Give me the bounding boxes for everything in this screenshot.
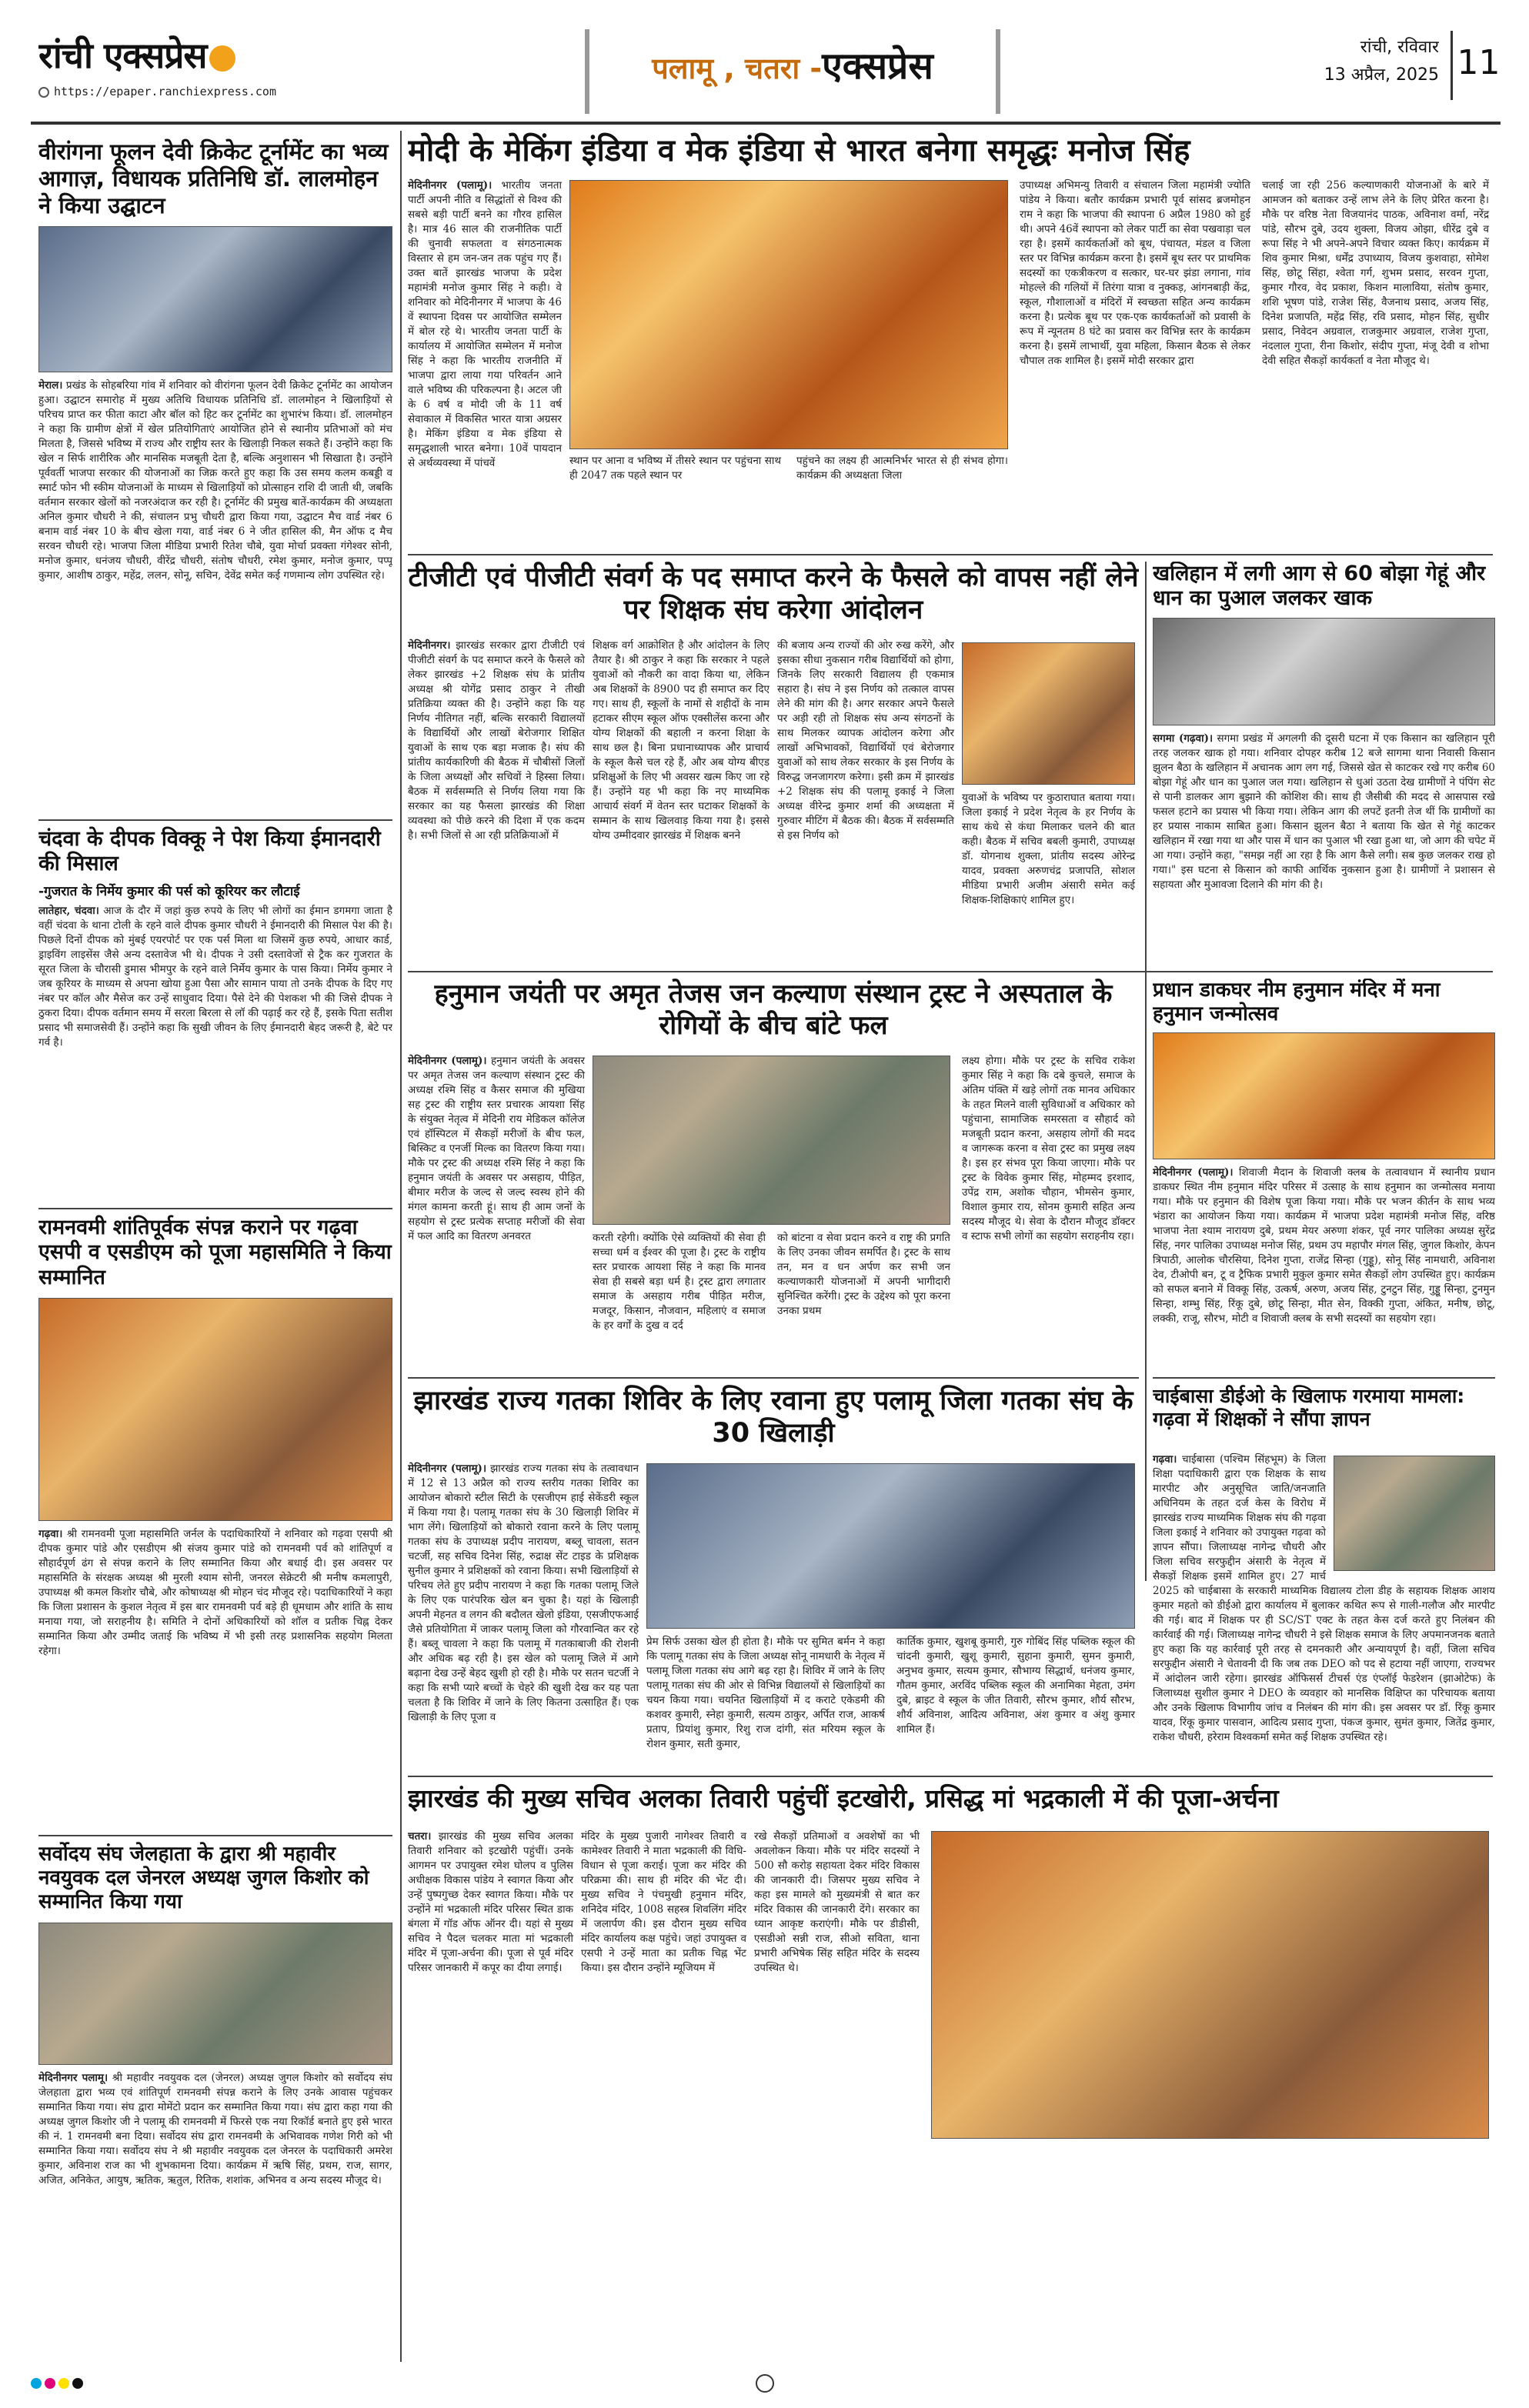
article-body: झारखंड सरकार द्वारा टीजीटी एवं पीजीटी संवर्ग के पद समाप्त करने के फैसले को लेकर झारखंड +2 शिक्षक संघ के प्रांतीय अध्यक्ष श्री योगेंद्र प्रसाद ठाकुर ने तीखी प्रतिक्रिया व्यक्त की है। उन्होंने कहा कि यह निर्णय नीतिगत नहीं, बल्कि सरकारी विद्यालयों के विद्यार्थियों और लाखों बेरोजगार शिक्षित युवाओं के साथ एक बड़ा मजाक है। संघ की प्रांतीय कार्यकारिणी की बैठक में चौबीसों जिलों के जिला अध्यक्षों और सचिवों ने हिस्सा लिया। बैठक में सर्वसम्मति से निर्णय लिया गया कि सरकार का यह फैसला झारखंड की शिक्षा व्यवस्था को पीछे करने की दिशा में एक कदम है। सभी जिलों से आ रही प्रतिक्रियाओं में — [408, 639, 585, 842]
date-block — [1262, 34, 1439, 103]
story-post-office: प्रधान डाकघर नीम हनुमान मंदिर में मना हनुमान जन्मोत्सव मेदिनीनगर (पलामू)। शिवाजी मैदान के शिवाजी क्लब के तत्वावधान में स्थानीय प्रधान डाकघर स्थित नीम हनुमान मंदिर परिसर में उत्साह के साथ हनुमान का जन्मोत्सव मनाया गया। मौके पर हनुमान की विशेष पूजा किया गया। मौके पर भजन कीर्तन के साथ भव्य भंडारा का आयोजन किया गया। कार्यक्रम में भाजपा प्रदेश महामंत्री मनोज सिंह, वरिष्ठ भाजपा नेता श्याम नारायण दुबे, प्रथम मेयर अरुणा शंकर, पूर्व नगर पालिका अध्यक्ष सुरेंद्र सिंह, नगर पालिका उपाध्यक्ष मनोज सिंह, प्रथम उप महापौर मंगल सिंह, जुगल किशोर, केपन त्रिपाठी, आलोक चौरसिया, दिनेश गुप्ता, राजेंद्र सिन्हा (गुड्डू), सोनू सिंह नामधारी, अविनाश देव, टीओपी बन, टू व ट्रैफिक प्रभारी मुकुल कुमार समेत सैकड़ों लोग उपस्थित हुए। कार्यक्रम को सफल बनाने में विक्कू सिंह, उत्कर्ष, अरुण, अजय सिंह, टुनटुन सिंह, गुड्डू सिन्हा, टुनमुन सिन्हा, शम्भु सिंह, रिंकू दुबे, छोटू सिन्हा, मीत सेन, विक्की गुप्ता, अंकित, मनीष, छोटू, लक्की, राजू, सौरभ, मोटी व शिवाजी क्लब के सभी सदस्यों का सहयोग रहा। — [1153, 979, 1495, 1326]
kicker: -गुजरात के निर्मेय कुमार की पर्स को कूरियर कर लौटाई — [38, 883, 300, 899]
article-body: स्थान पर आना व भविष्य में तीसरे स्थान पर पहुंचना साथ ही 2047 तक पहले स्थान पर — [569, 455, 781, 482]
article-body: मंदिर के मुख्य पुजारी नागेश्वर तिवारी व कामेश्वर तिवारी ने माता भद्रकाली की विधि-विधान से पूजा कराई। पूजा कर मंदिर की परिक्रमा की। साथ ही मंदिर की भेंट दी। मुख्य सचिव ने पंचमुखी हनुमान मंदिर, शनिदेव मंदिर, 1008 सहस्त्र शिवलिंग मंदिर में जलार्पण की। इस दौरान मुख्य सचिव मंदिर कार्यालय कक्ष पहुंचे। जहां उपायुक्त व एसपी ने उन्हें माता का प्रतीक चिह्न भेंट किया। इस दौरान उन्होंने म्यूजियम में — [581, 1830, 746, 1974]
column-rule — [1145, 562, 1147, 1581]
masthead-left — [38, 31, 362, 108]
story-ramnavami: रामनवमी शांतिपूर्वक संपन्न कराने पर गढ़वा एसपी व एसडीएम को पूजा महासमिति ने किया सम्मानित गढ़वा। श्री रामनवमी पूजा महासमिति जर्नल के पदाधिकारियों ने शनिवार को गढ़वा एसपी श्री दीपक कुमार पांडे और एसडीएम श्री संजय कुमार पांडे को रामनवमी पर्व को शांतिपूर्ण व सौहार्दपूर्ण ढंग से संपन्न कराने के लिए सम्मानित किया और बधाई दी। इस अवसर पर महासमिति के संरक्षक अध्यक्ष श्री मुरली श्याम सोनी, जनरल सेक्रेटरी श्री मनीष कमलापुरी, उपाध्यक्ष श्री कमल किशोर चौबे, और कोषाध्यक्ष श्री मोहन चंद मौजूद रहे। पदाधिकारियों ने कहा कि जिला प्रशासन के कुशल नेतृत्व में इस बार रामनवमी पर्व बड़े ही धूमधाम और शांति के साथ मनाया गया, जो सराहनीय है। समिति ने दोनों अधिकारियों को शॉल व प्रतीक चिह्न देकर सम्मानित किया और उम्मीद जताई कि भविष्य में भी इसी तरह प्रशासनिक सहयोग मिलता रहेगा। — [38, 1216, 392, 1658]
article-body: चलाई जा रही 256 कल्याणकारी योजनाओं के बारे में आमजन को बताकर उन्हें लाभ लेने के लिए प्रेरित करना है। मौके पर वरिष्ठ नेता विजयानंद पाठक, अविनाश वर्मा, नरेंद्र पांडे, सौरभ दुबे, उदय शुक्ला, विजय ओझा, धीरेंद्र दुबे व रूपा सिंह ने भी अपने-अपने विचार व्यक्त किए। कार्यक्रम में शिव कुमार मिश्रा, धर्मेंद्र उपाध्याय, विजय कुशवाहा, सोमेश सिंह, छोटू सिंहा, श्वेता गर्ग, शुभम प्रसाद, सरवन गुप्ता, कुमार गौरव, वेद प्रकाश, किशन मालाविया, संतोष कुमार, शशि भूषण पांडे, राजेश सिंह, वैजनाथ प्रसाद, अजय सिंह, दिनेश प्रजापति, महेंद्र सिंह, रवि प्रसाद, मोहन सिंह, सुधीर प्रसाद, निवेदन अग्रवाल, राजकुमार अग्रवाल, राजेश गुप्ता, नंदलाल गुप्ता, रीना किशोर, संदीप गुप्ता, मंजू देवी व शोभा देवी सहित सैकड़ों कार्यकर्ता व नेता मौजूद थे। — [1262, 179, 1489, 367]
article-body: युवाओं के भविष्य पर कुठाराघात बताया गया। जिला इकाई ने प्रदेश नेतृत्व के हर निर्णय के साथ कंधे से कंधा मिलाकर चलने की बात कही। बैठक में सचिव बबली कुमारी, उपाध्यक्ष डॉ. योगनाथ शुक्ला, प्रांतीय सदस्य ओरेन्द्र यादव, प्रवक्ता अरुणचंद्र प्रजापति, सोशल मीडिया प्रभारी अजीम अंसारी समेत कई शिक्षक-शिक्षिकाएं शामिल हुए। — [962, 792, 1135, 906]
headline: झारखंड की मुख्य सचिव अलका तिवारी पहुंचीं इटखोरी, प्रसिद्ध मां भद्रकाली में की पूजा-अर्चना — [408, 1783, 1279, 1813]
story-modi: मोदी के मेकिंग इंडिया व मेक इंडिया से भारत बनेगा समृद्धः मनोज सिंह मेदिनीनगर (पलामू)। भारतीय जनता पार्टी अपनी नीति व सिद्धांतों से विश्व की सबसे बड़ी पार्टी बनने का गौरव हासिल है। मात्र 46 साल की राजनीतिक पार्टी की चुनावी सफलता व संगठनात्मक विस्तार से हम जन-जन तक पहुंच गए हैं। उक्त बातें झारखंड भाजपा के प्रदेश महामंत्री मनोज कुमार सिंह ने कही। वे शनिवार को मेदिनीनगर में भाजपा के 46 वें स्थापना दिवस पर आयोजित सम्मेलन में बोल रहे थे। भारतीय जनता पार्टी के कार्यालय में आयोजित सम्मेलन में मनोज सिंह ने कहा कि भारतीय राजनीति में भाजपा द्वारा लाया गया परिवर्तन आने वाले भविष्य की परिकल्पना है। अटल जी के 6 वर्ष व मोदी जी के 11 वर्ष सेवाकाल में विकसित भारत यात्रा अग्रसर है। मेकिंग इंडिया व मेक इंडिया से समृद्धशाली भारत बनेगा। 10वें पायदान से अर्थव्यवस्था में पांचवें स्थान पर आना व भविष्य में तीसरे स्थान पर पहुंचना साथ ही 2047 तक पहले स्थान पर पहुंचने का लक्ष्य ही आत्मनिर्भर भारत से ही संभव होगा। कार्यक्रम की अध्यक्षता जिला उपाध्यक्ष अभिमन्यु तिवारी व संचालन जिला महामंत्री ज्योति पांडेय ने किया। बतौर कार्यक्रम प्रभारी पूर्व सांसद ब्रजमोहन राम ने कहा कि भाजपा की स्थापना 6 अप्रैल 1980 को हुई थी। अपने 46वें स्थापना को लेकर पार्टी का सेवा पखवाड़ा चल रहा है। इसमें कार्यकर्ताओं को बूथ, पंचायत, मंडल व जिला स्तर पर विभिन्न कार्यक्रम करना है। इसमें बूथ स्तर पर प्राथमिक सदस्यों का एकत्रीकरण व सत्कार, घर-घर झंडा लगाना, गांव मोहल्ले की गलियों में तिरंगा यात्रा व नुक्कड़, आंगनबाड़ी केंद्र, स्कूल, गौशालाओं व मंदिरों में स्वच्छता सहित अन्य कार्यक्रम करना है। प्रत्येक बूथ पर एक-एक कार्यकर्ताओं को प्रवासी के रूप में न्यूनतम 8 घंटे का प्रवास कर विभिन्न स्तर के कार्यक्रम करना है। इसमें लाभार्थी, युवा महिला, किसान बैठक से लेकर चौपाल तक शामिल है। इसमें मोदी सरकार द्वारा चलाई जा रही 256 कल्याणकारी योजनाओं के बारे में आमजन को बताकर उन्हें लाभ लेने के लिए प्रेरित करना है। मौके पर वरिष्ठ नेता विजयानंद पाठक, अविनाश वर्मा, नरेंद्र पांडे, सौरभ दुबे, उदय शुक्ला, विजय ओझा, धीरेंद्र दुबे व रूपा सिंह ने भी अपने-अपने विचार व्यक्त किए। कार्यक्रम में शिव कुमार मिश्रा, धर्मेंद्र उपाध्याय, विजय कुशवाहा, सोमेश सिंह, छोटू सिंहा, श्वेता गर्ग, शुभम प्रसाद, सरवन गुप्ता, कुमार गौरव, वेद प्रकाश, किशन मालाविया, संतोष कुमार, शशि भूषण पांडे, राजेश सिंह, वैजनाथ प्रसाद, अजय सिंह, दिनेश प्रजापति, महेंद्र सिंह, रवि प्रसाद, मोहन सिंह, सुधीर प्रसाद, निवेदन अग्रवाल, राजकुमार अग्रवाल, राजेश गुप्ता, नंदलाल गुप्ता, रीना किशोर, संदीप गुप्ता, मंजू देवी व शोभा देवी सहित सैकड़ों कार्यकर्ता व नेता मौजूद थे। — [408, 132, 1493, 555]
article-body: आज के दौर में जहां कुछ रुपये के लिए भी लोगों का ईमान डगमगा जाता है वहीं चंदवा के थाना टोली के रहने वाले दीपक कुमार चौधरी ने ईमानदारी की मिसाल पेश की है। पिछले दिनों दीपक को मुंबई एयरपोर्ट पर एक पर्स मिला था जिसमें कुछ रुपये, आधार कार्ड, ड्राइविंग लाइसेंस जैसे अन्य दस्तावेज भी थे। दीपक ने उसी दस्तावेजों से ट्रैक कर गुजरात के सूरत जिला के चौरासी डुमास भीमपुर के रहने वाले निर्मेय कुमार के पास किया। निर्मेय कुमार ने जब कूरियर के माध्यम से अपना खोया हुआ पैसा और सामान पाया तो उनके दीपक के दिए गए नंबर पर कॉल और मैसेज कर उन्हें साधुवाद दिया। पैसे देने की पेशकश भी की जिसे दीपक ने ठुकरा दिया। दीपक वर्तमान समय में सरला बिरला से लॉ की पढ़ाई कर रहे हैं, इसके पिता सतीश प्रसाद भी समाजसेवी हैं। उन्होंने कहा कि सुखी जीवन के लिए ईमानदारी बेहद जरूरी है, बेटे पर गर्व है। — [38, 904, 392, 1049]
article-body: पहुंचने का लक्ष्य ही आत्मनिर्भर भारत से ही संभव होगा। कार्यक्रम की अध्यक्षता जिला — [796, 455, 1008, 482]
story-cricket: वीरांगना फूलन देवी क्रिकेट टूर्नामेंट का भव्य आगाज़, विधायक प्रतिनिधि डॉ. लालमोहन ने किया उद्घाटन मेराल। प्रखंड के सोहबरिया गांव में शनिवार को वीरांगना फूलन देवी क्रिकेट टूर्नामेंट का आयोजन हुआ। उद्घाटन समारोह में मुख्य अतिथि विधायक प्रतिनिधि डॉ. लालमोहन ने खिलाड़ियों से परिचय प्राप्त कर फीता काटा और बॉल को हिट कर टूर्नामेंट का शुभारंभ किया। डॉ. लालमोहन ने कहा कि ग्रामीण क्षेत्रों में खेल प्रतियोगिताएं आयोजित होने से स्थानीय प्रतिभाओं को मंच मिलता है, जिससे भविष्य में राज्य और राष्ट्रीय स्तर के खिलाड़ी निकल सकते हैं। उन्होंने कहा कि खेल न सिर्फ शारीरिक और मानसिक मजबूती देता है, बल्कि अनुशासन भी सिखाता है। उन्होंने पूर्ववर्ती भाजपा सरकार की योजनाओं का जिक्र करते हुए कहा कि उस समय कलम कबड्डी व स्मार्ट फोन भी स्कीम योजनाओं के माध्यम से खिलाड़ियों को प्रोत्साहन राशि दी जाती थी, जबकि वर्तमान सरकार खेलों को नजरअंदाज कर रही है। टूर्नामेंट की प्रमुख बातें-कार्यक्रम की अध्यक्षता अनिल कुमार चौधरी ने की, संचालन प्रभु चौधरी द्वारा किया गया, उद्घाटन मैच वार्ड नंबर 6 बनाम वार्ड नंबर 10 के बीच खेला गया, वार्ड नंबर 6 ने जीत हासिल की, मैन ऑफ द मैच सरवन चौधरी रहे। भाजपा जिला मीडिया प्रभारी रितेश चौबे, युवा मोर्चा प्रवक्ता गंगेश्वर सोनी, मनोज कुमार, धनंजय चौधरी, वीरेंद्र चौधरी, संतोष चौधरी, रमेश कुमार, मनोज कुमार, पप्पू कुमार, आशीष ठाकुर, महेंद्र, ललन, सोनू, सचिन, देवेंद्र समेत कई गणमान्य लोग उपस्थित रहे। — [38, 138, 392, 582]
photo-fire — [1153, 618, 1495, 725]
divider — [38, 1208, 392, 1209]
story-chaibasa: चाईबासा डीईओ के खिलाफ गरमाया मामला: गढ़वा में शिक्षकों ने सौंपा ज्ञापन गढ़वा। चाईबासा (पश्चिम सिंहभूम) के जिला शिक्षा पदाधिकारी द्वारा एक शिक्षक के साथ मारपीट और अनुसूचित जाति/जनजाति अधिनियम के तहत दर्ज केस के विरोध में झारखंड राज्य माध्यमिक शिक्षक संघ की गढ़वा जिला इकाई ने शनिवार को उपायुक्त गढ़वा को ज्ञापन सौंपा। जिलाध्यक्ष नागेन्द्र चौधरी और जिला सचिव सरफुद्दीन अंसारी के नेतृत्व में सैकड़ों शिक्षक इसमें शामिल हुए। 27 मार्च 2025 को चाईबासा के सरकारी माध्यमिक विद्यालय टोला डीह के सहायक शिक्षक आशय कुमार महतो को डीईओ द्वारा कार्यालय में बुलाकर कथित रूप से गाली-गलौज और मारपीट की गई। बाद में शिक्षक पर ही SC/ST एक्ट के तहत केस दर्ज करते हुए निलंबन की कार्रवाई की गई। जिलाध्यक्ष नागेन्द्र चौधरी ने इसे शिक्षक समाज के लिए अपमानजनक बताते हुए कहा कि यह कार्रवाई पूरी तरह से दमनकारी और अन्यायपूर्ण है। वहीं, जिला सचिव सरफुद्दीन अंसारी ने चेतावनी दी कि जब तक DEO को पद से हटाया नहीं जाएगा, राज्यभर में आंदोलन जारी रहेगा। झारखंड ऑफिसर्स टीचर्स एंड एंप्लॉई फेडरेशन (झाओटेफ) के जिलाध्यक्ष सुशील कुमार ने DEO के व्यवहार को मानसिक विक्षिप्त का परिचायक बताया और उनके खिलाफ विभागीय जांच व निलंबन की मांग की। इस अवसर पर डॉ. रिंकू कुमार यादव, रिंकू कुमार पासवान, आदित्य प्रसाद गुप्ता, पंकज कुमार, सुमंत कुमार, जितेंद्र कुमार, राकेश चौधरी, हरेराम विश्वकर्मा समेत कई शिक्षक उपस्थित रहे। — [1153, 1385, 1495, 1743]
article-body: प्रेम सिर्फ उसका खेल ही होता है। मौके पर सुमित बर्मन ने कहा कि पलामू गतका संघ के जिला अध्यक्ष सोनू नामधारी के नेतृत्व में पलामू जिला गतका संघ आगे बढ़ रहा है। शिविर में जाने के लिए पलामू गतका संघ की ओर से विभिन्न विद्यालयों से खिलाड़ियों का चयन किया गया। चयनित खिलाड़ियों में द कराटे एकेडमी की कशवर कुमारी, स्नेहा कुमारी, सत्यम ठाकुर, अर्पित राज, आकर्ष प्रताप, प्रियांशु कुमार, रिशु राज दांगी, संत मरियम स्कूल के रोशन कुमार, सती कुमार, — [646, 1636, 885, 1750]
column-rule — [400, 131, 402, 2362]
article-body: लक्ष्य होगा। मौके पर ट्रस्ट के सचिव राकेश कुमार सिंह ने कहा कि दबे कुचले, समाज के अंतिम पंक्ति में खड़े लोगों तक मानव अधिकार के तहत मिलने वाली सुविधाओं व अधिकार को पहुंचाना, सामाजिक समरसता व सौहार्द को मजबूती प्रदान करना, असहाय लोगों की मदद व जागरूक करना व सेवा ट्रस्ट का प्रमुख लक्ष्य है। इस हर संभव पूरा किया जाएगा। मौके पर ट्रस्ट के विवेक कुमार सिंह, मोहम्मद इरशाद, उपेंद्र राम, अशोक चौहान, भीमसेन कुमार, विशाल कुमार राय, सोनम कुमारी सहित अन्य सदस्य मौजूद थे। सेवा के दौरान मौजूद डॉक्टर व स्टाफ सभी लोगों का सहयोग सराहनीय रहा। — [962, 1055, 1135, 1242]
divider — [1153, 1377, 1495, 1379]
photo-temple-celebration — [1153, 1032, 1495, 1159]
print-registration-marks — [31, 2374, 1501, 2397]
divider — [38, 1835, 392, 1836]
article-body: झारखंड की मुख्य सचिव अलका तिवारी शनिवार को इटखोरी पहुंचीं। उनके आगमन पर उपायुक्त रमेश घोलप व पुलिस अधीक्षक विकास पांडेय ने स्वागत किया और उन्हें पुष्पगुच्छ देकर स्वागत किया। मौके पर उन्होंने मां भद्रकाली मंदिर परिसर स्थित डाक बंगला में गॉड ऑफ ऑनर दी। यहां से मुख्य सचिव ने पैदल चलकर माता मां भद्रकाली मंदिर में पूजा-अर्चना की। पूजा से पूर्व मंदिर परिसर जानकारी में कपूर का दीया लगाई। — [408, 1830, 573, 1974]
headline: प्रधान डाकघर नीम हनुमान मंदिर में मना हनुमान जन्मोत्सव — [1153, 979, 1441, 1026]
divider — [408, 971, 1493, 972]
left-column — [38, 131, 392, 2362]
headline: चंदवा के दीपक विक्कू ने पेश किया ईमानदारी की मिसाल — [38, 827, 381, 876]
photo-hospital-fruit — [593, 1056, 950, 1225]
registration-mark-icon — [756, 2374, 774, 2393]
headline: रामनवमी शांतिपूर्वक संपन्न कराने पर गढ़वा एसपी व एसडीएम को पूजा महासमिति ने किया सम्मानित — [38, 1216, 392, 1289]
headline: झारखंड राज्य गतका शिविर के लिए रवाना हुए पलामू जिला गतका संघ के 30 खिलाड़ी — [413, 1386, 1133, 1449]
sun-icon — [209, 45, 235, 72]
story-alka: झारखंड की मुख्य सचिव अलका तिवारी पहुंचीं इटखोरी, प्रसिद्ध मां भद्रकाली में की पूजा-अर्चना चतरा। झारखंड की मुख्य सचिव अलका तिवारी शनिवार को इटखोरी पहुंचीं। उनके आगमन पर उपायुक्त रमेश घोलप व पुलिस अधीक्षक विकास पांडेय ने स्वागत किया और उन्हें पुष्पगुच्छ देकर स्वागत किया। मौके पर उन्होंने मां भद्रकाली मंदिर परिसर स्थित डाक बंगला में गॉड ऑफ ऑनर दी। यहां से मुख्य सचिव ने पैदल चलकर माता मां भद्रकाली मंदिर में पूजा-अर्चना की। पूजा से पूर्व मंदिर परिसर जानकारी में कपूर का दीया लगाई। मंदिर के मुख्य पुजारी नागेश्वर तिवारी व कामेश्वर तिवारी ने माता भद्रकाली की विधि-विधान से पूजा कराई। पूजा कर मंदिर की परिक्रमा की। साथ ही मंदिर की भेंट दी। मुख्य सचिव ने पंचमुखी हनुमान मंदिर, शनिदेव मंदिर, 1008 सहस्त्र शिवलिंग मंदिर में जलार्पण की। इस दौरान मुख्य सचिव मंदिर कार्यालय कक्ष पहुंचे। जहां उपायुक्त व एसपी ने उन्हें माता का प्रतीक चिह्न भेंट किया। इस दौरान उन्होंने म्यूजियम में रखे सैकड़ों प्रतिमाओं व अवशेषों का भी अवलोकन किया। मौके पर मंदिर सदस्यों ने 500 सौ करोड़ सहायता देकर मंदिर विकास की जानकारी दी। जिसपर मुख्य सचिव ने कहा इस मामले को मुख्यमंत्री से बात कर मंदिर विकास की जानकारी देंगे। सरकार का ध्यान आकृष्ट कराएंगी। मौके पर डीडीसी, एसडीओ सन्नी राज, सीओ सविता, थाना प्रभारी अभिषेक सिंह सहित मंदिर के सदस्य उपस्थित थे। — [408, 1783, 1493, 2360]
photo-gatka-team — [646, 1463, 1135, 1629]
headline: वीरांगना फूलन देवी क्रिकेट टूर्नामेंट का भव्य आगाज़, विधायक प्रतिनिधि डॉ. लालमोहन ने किया उद्घाटन — [38, 138, 389, 218]
masthead-rule — [31, 122, 1501, 125]
section-name: पलामू , चतरा - — [652, 52, 823, 85]
article-body: प्रखंड के सोहबरिया गांव में शनिवार को वीरांगना फूलन देवी क्रिकेट टूर्नामेंट का आयोजन हुआ। उद्घाटन समारोह में मुख्य अतिथि विधायक प्रतिनिधि डॉ. लालमोहन ने खिलाड़ियों से परिचय प्राप्त कर फीता काटा और बॉल को हिट कर टूर्नामेंट का शुभारंभ किया। डॉ. लालमोहन ने कहा कि ग्रामीण क्षेत्रों में खेल प्रतियोगिताएं आयोजित होने से स्थानीय प्रतिभाओं को मंच मिलता है, जिससे भविष्य में राज्य और राष्ट्रीय स्तर के खिलाड़ी निकल सकते हैं। उन्होंने कहा कि खेल न सिर्फ शारीरिक और मानसिक मजबूती देता है, बल्कि अनुशासन भी सिखाता है। उन्होंने पूर्ववर्ती भाजपा सरकार की योजनाओं का जिक्र करते हुए कहा कि उस समय कलम कबड्डी व स्मार्ट फोन भी स्कीम योजनाओं के माध्यम से खिलाड़ियों को प्रोत्साहन राशि दी जाती थी, जबकि वर्तमान सरकार खेलों को नजरअंदाज कर रही है। टूर्नामेंट की प्रमुख बातें-कार्यक्रम की अध्यक्षता अनिल कुमार चौधरी ने की, संचालन प्रभु चौधरी द्वारा किया गया, उद्घाटन मैच वार्ड नंबर 6 बनाम वार्ड नंबर 10 के बीच खेला गया, वार्ड नंबर 6 ने जीत हासिल की, मैन ऑफ द मैच सरवन चौधरी रहे। भाजपा जिला मीडिया प्रभारी रितेश चौबे, युवा मोर्चा प्रवक्ता गंगेश्वर सोनी, मनोज कुमार, धनंजय चौधरी, वीरेंद्र चौधरी, संतोष चौधरी, रमेश कुमार, मनोज कुमार, पप्पू कुमार, आशीष ठाकुर, महेंद्र, ललन, सोनू, सचिन, देवेंद्र समेत कई गणमान्य लोग उपस्थित रहे। — [38, 379, 392, 582]
city-day: रांची, रविवार — [1360, 38, 1439, 57]
headline: खलिहान में लगी आग से 60 बोझा गेहूं और धान का पुआल जलकर खाक — [1153, 562, 1486, 611]
photo-cricket — [38, 226, 392, 372]
headline: चाईबासा डीईओ के खिलाफ गरमाया मामला: गढ़वा में शिक्षकों ने सौंपा ज्ञापन — [1153, 1385, 1465, 1430]
divider — [408, 554, 1493, 555]
article-body: झारखंड राज्य गतका संघ के तत्वावधान में 12 से 13 अप्रैल को राज्य स्तरीय गतका शिविर का आयोजन बोकारो स्टील सिटी के एसजीएम हाई सेकेंडरी स्कूल में किया गया है। पलामू गतका संघ के 30 खिलाड़ी शिविर में भाग लेंगे। खिलाड़ियों को बोकारो रवाना करने के लिए पलामू गतका संघ के उपाध्यक्ष प्रदीप नारायण, बब्लू चावला, सतन चटर्जी, सह सचिव दिनेश सिंह, रुद्राक्ष सेंट टाइड के प्रशिक्षक सुनील कुमार ने प्रशिक्षकों को रवाना किया। सभी खिलाड़ियों से परिचय लेते हुए प्रदीप नारायण ने कहा कि गतका पलामू जिले के लिए एक पारंपरिक खेल बन चुका है। यहां के खिलाड़ी अपनी मेहनत व लगन की बदौलत खेलो इंडिया, एसजीएफआई जैसे प्रतियोगिता में जाकर पलामू जिला को गौरवान्वित कर रहे हैं। बब्लू चावला ने कहा कि पलामू में गतकाबाजी की रोशनी और अधिक बढ़ रही है। इस खेल को पलामू जिले में आगे बढ़ाना देख उन्हें बेहद खुशी हो रही है। मौके पर सतन चटर्जी ने कहा कि सभी प्यारे बच्चों के चेहरे की खुशी देख कर यह पता चलता है कि शिविर में जाने के लिए कितना उत्साहित हैं। एक खिलाड़ी के लिए पूजा व — [408, 1462, 639, 1723]
article-body: सगमा प्रखंड में अगलगी की दूसरी घटना में एक किसान का खलिहान पूरी तरह जलकर खाक हो गया। शनिवार दोपहर करीब 12 बजे सागमा थाना निवासी किसान झुलन बैठा के खलिहान में अचानक आग लग गई, जिससे खेत से काटकर रखे गए करीब 60 बोझा गेहूं और धान का पुआल जल गया। खलिहान से धुआं उठता देख ग्रामीणों ने पंपिंग सेट से पानी डालकर आग बुझाने की कोशिश की। साथ ही जैसीबी की मदद से आसपास रखे फसल हटाने का प्रयास भी किया गया। लेकिन आग की लपटें इतनी तेज थीं कि ग्रामीणों का हर प्रयास नाकाम साबित हुआ। किसान झुलन बैठा ने बताया कि खेत से गेहूं काटकर खलिहान में रखा गया था और पास में धान का पुआल भी रखा हुआ था, जो आग की चपेट में आ गया। उन्होंने कहा, "समझ नहीं आ रहा है कि आग कैसे लगी। सब कुछ जलकर राख हो गया।" इस घटना से किसान को काफी आर्थिक नुकसान हुआ है। ग्रामीणों ने प्रशासन से सहायता और मुआवजा दिलाने की मांग की है। — [1153, 732, 1495, 891]
headline: मोदी के मेकिंग इंडिया व मेक इंडिया से भारत बनेगा समृद्धः मनोज सिंह — [408, 133, 1190, 168]
article-body: की बजाय अन्य राज्यों की ओर रुख करेंगे, और इसका सीधा नुकसान गरीब विद्यार्थियों को होगा, जिनके लिए सरकारी विद्यालय ही एकमात्र सहारा है। संघ ने इस निर्णय को तत्काल वापस लेने की मांग की है। अगर सरकार अपने फैसले पर अड़ी रही तो शिक्षक संघ अन्य संगठनों के साथ मिलकर व्यापक आंदोलन करेगा और लाखों अभिभावकों, विद्यार्थियों एवं बेरोजगार युवाओं को साथ लेकर सरकार के इस निर्णय के विरुद्ध जनजागरण करेगा। इसी क्रम में झारखंड +2 शिक्षक संघ की पलामू इकाई ने जिला अध्यक्ष वीरेन्द्र कुमार शर्मा की अध्यक्षता में गुरुवार मीटिंग में बैठक की। बैठक में सर्वसम्मति से इस निर्णय को — [777, 639, 954, 842]
globe-icon — [38, 87, 49, 98]
article-body: को बांटना व सेवा प्रदान करने व राष्ट्र की प्रगति के लिए उनका जीवन समर्पित है। ट्रस्ट के साथ तन, मन व धन अर्पण कर सभी जन कल्याणकारी योजनाओं में अपनी भागीदारी सुनिश्चित करेंगी। ट्रस्ट के उद्देश्य को पूरा करना उनका प्रथम — [777, 1232, 950, 1317]
article-body: हनुमान जयंती के अवसर पर अमृत तेजस जन कल्याण संस्थान ट्रस्ट की अध्यक्ष रश्मि सिंह व कैसर समाज की मुखिया सह ट्रस्ट की राष्ट्रीय स्तर प्रचारक आयशा सिंह के संयुक्त नेतृत्व में मेदिनी राय मेडिकल कॉलेज एवं हॉस्पिटल में सैकड़ों मरीजों के बीच फल, बिस्किट व एनर्जी मिल्क का वितरण किया गया। मौके पर ट्रस्ट की अध्यक्ष रश्मि सिंह ने कहा कि हनुमान जयंती के अवसर पर असहाय, पीड़ित, बीमार मरीज के जल्द से जल्द स्वस्थ होने की मंगल कामना करती हूं। साथ ही आम जनों के सहयोग से ट्रस्ट प्रत्येक सप्ताह मरीजों की सेवा में फल आदि का वितरण अनवरत — [408, 1055, 586, 1242]
story-hanuman-fruit: हनुमान जयंती पर अमृत तेजस जन कल्याण संस्थान ट्रस्ट ने अस्पताल के रोगियों के बीच बांटे फल मेदिनीनगर (पलामू)। हनुमान जयंती के अवसर पर अमृत तेजस जन कल्याण संस्थान ट्रस्ट की अध्यक्ष रश्मि सिंह व कैसर समाज की मुखिया सह ट्रस्ट की राष्ट्रीय स्तर प्रचारक आयशा सिंह के संयुक्त नेतृत्व में मेदिनी राय मेडिकल कॉलेज एवं हॉस्पिटल में सैकड़ों मरीजों के बीच फल, बिस्किट व एनर्जी मिल्क का वितरण किया गया। मौके पर ट्रस्ट की अध्यक्ष रश्मि सिंह ने कहा कि हनुमान जयंती के अवसर पर असहाय, पीड़ित, बीमार मरीज के जल्द से जल्द स्वस्थ होने की मंगल कामना करती हूं। साथ ही आम जनों के सहयोग से ट्रस्ट प्रत्येक सप्ताह मरीजों की सेवा में फल आदि का वितरण अनवरत करती रहेगी। क्योंकि ऐसे व्यक्तियों की सेवा ही सच्चा धर्म व ईश्वर की पूजा है। ट्रस्ट के राष्ट्रीय स्तर प्रचारक आयशा सिंह ने कहा कि मानव सेवा ही सबसे बड़ा धर्म है। ट्रस्ट द्वारा लगातार समाज के असहाय गरीब पीड़ित मरीज, मजदूर, किसान, नौजवान, महिलाएं व समाज के हर वर्गों के दुख व दर्द को बांटना व सेवा प्रदान करने व राष्ट्र की प्रगति के लिए उनका जीवन समर्पित है। ट्रस्ट के साथ तन, मन व धन अर्पण कर सभी जन कल्याणकारी योजनाओं में अपनी भागीदारी सुनिश्चित करेंगी। ट्रस्ट के उद्देश्य को पूरा करना उनका प्रथम लक्ष्य होगा। मौके पर ट्रस्ट के सचिव राकेश कुमार सिंह ने कहा कि दबे कुचले, समाज के अंतिम पंक्ति में खड़े लोगों तक मानव अधिकार के तहत मिलने वाली सुविधाओं व अधिकार को पहुंचाना, सामाजिक समरसता व सौहार्द को मजबूती प्रदान करना, असहाय लोगों की मदद व जागरूक करना व सेवा ट्रस्ट का प्रमुख लक्ष्य है। इस हर संभव पूरा किया जाएगा। मौके पर ट्रस्ट के विवेक कुमार सिंह, मोहम्मद इरशाद, उपेंद्र राम, अशोक चौहान, भीमसेन कुमार, विशाल कुमार राय, सोनम कुमारी सहित अन्य सदस्य मौजूद थे। सेवा के दौरान मौजूद डॉक्टर व स्टाफ सभी लोगों का सहयोग सराहनीय रहा। — [408, 979, 1139, 1371]
photo-ramnavami — [38, 1298, 392, 1521]
story-courier: चंदवा के दीपक विक्कू ने पेश किया ईमानदारी की मिसाल -गुजरात के निर्मेय कुमार की पर्स को कूरियर कर लौटाई लातेहार, चंदवा। आज के दौर में जहां कुछ रुपये के लिए भी लोगों का ईमान डगमगा जाता है वहीं चंदवा के थाना टोली के रहने वाले दीपक कुमार चौधरी ने ईमानदारी की मिसाल पेश की है। पिछले दिनों दीपक को मुंबई एयरपोर्ट पर एक पर्स मिला था जिसमें कुछ रुपये, आधार कार्ड, ड्राइविंग लाइसेंस जैसे अन्य दस्तावेज भी थे। दीपक ने उसी दस्तावेजों से ट्रैक कर गुजरात के सूरत जिला के चौरासी डुमास भीमपुर के रहने वाले निर्मेय कुमार के पास किया। निर्मेय कुमार ने जब कूरियर के माध्यम से अपना खोया हुआ पैसा और सामान पाया तो उनके दीपक के दिए गए नंबर पर कॉल और मैसेज कर उन्हें साधुवाद दिया। पैसे देने की पेशकश भी की जिसे दीपक ने ठुकरा दिया। दीपक वर्तमान समय में सरला बिरला से लॉ की पढ़ाई कर रहे हैं, इसके पिता सतीश प्रसाद भी समाजसेवी हैं। उन्होंने कहा कि सुखी जीवन के लिए ईमानदारी बेहद जरूरी है, बेटे पर गर्व है। — [38, 827, 392, 1049]
page-number: 11 — [1451, 31, 1504, 100]
story-fire: खलिहान में लगी आग से 60 बोझा गेहूं और धान का पुआल जलकर खाक सगमा (गढ़वा)। सगमा प्रखंड में अगलगी की दूसरी घटना में एक किसान का खलिहान पूरी तरह जलकर खाक हो गया। शनिवार दोपहर करीब 12 बजे सागमा थाना निवासी किसान झुलन बैठा के खलिहान में अचानक आग लग गई, जिससे खेत से काटकर रखे गए करीब 60 बोझा गेहूं और धान का पुआल जल गया। खलिहान से धुआं उठता देख ग्रामीणों ने पंपिंग सेट से पानी डालकर आग बुझाने की कोशिश की। साथ ही जैसीबी की मदद से आसपास रखे फसल हटाने का प्रयास भी किया गया। लेकिन आग की लपटें इतनी तेज थीं कि ग्रामीणों का हर प्रयास नाकाम साबित हुआ। किसान झुलन बैठा ने बताया कि खेत से गेहूं काटकर खलिहान में रखा गया था और पास में धान का पुआल भी रखा हुआ था, जो आग की चपेट में आ गया। उन्होंने कहा, "समझ नहीं आ रहा है कि आग कैसे लगी। सब कुछ जलकर राख हो गया।" इस घटना से किसान को काफी आर्थिक नुकसान हुआ है। ग्रामीणों ने प्रशासन से सहायता और मुआवजा दिलाने की मांग की है। — [1153, 562, 1495, 891]
section-brand: एक्सप्रेस — [822, 45, 933, 88]
section-banner — [585, 29, 1000, 114]
divider — [38, 819, 392, 821]
newspaper-logo: रांची एक्सप्रेस — [38, 31, 362, 78]
article-body: भारतीय जनता पार्टी अपनी नीति व सिद्धांतों से विश्व की सबसे बड़ी पार्टी बनने का गौरव हासिल है। मात्र 46 साल की राजनीतिक पार्टी की चुनावी सफलता व संगठनात्मक विस्तार से हम जन-जन तक पहुंच गए हैं। उक्त बातें झारखंड भाजपा के प्रदेश महामंत्री मनोज कुमार सिंह ने कही। वे शनिवार को मेदिनीनगर में भाजपा के 46 वें स्थापना दिवस पर आयोजित सम्मेलन में बोल रहे थे। भारतीय जनता पार्टी के कार्यालय में आयोजित सम्मेलन में मनोज सिंह ने कहा कि भारतीय राजनीति में भाजपा द्वारा लाया गया परिवर्तन आने वाले भविष्य की परिकल्पना है। अटल जी के 6 वर्ष व मोदी जी के 11 वर्ष सेवाकाल में विकसित भारत यात्रा अग्रसर है। मेकिंग इंडिया व मेक इंडिया से समृद्धशाली भारत बनेगा। 10वें पायदान से अर्थव्यवस्था में पांचवें — [408, 179, 563, 469]
article-body: शिवाजी मैदान के शिवाजी क्लब के तत्वावधान में स्थानीय प्रधान डाकघर स्थित नीम हनुमान मंदिर परिसर में उत्साह के साथ हनुमान का जन्मोत्सव मनाया गया। मौके पर हनुमान की विशेष पूजा किया गया। मौके पर भजन कीर्तन के साथ भव्य भंडारा का आयोजन किया गया। कार्यक्रम में भाजपा प्रदेश महामंत्री मनोज सिंह, वरिष्ठ भाजपा नेता श्याम नारायण दुबे, प्रथम मेयर अरुणा शंकर, पूर्व नगर पालिका अध्यक्ष सुरेंद्र सिंह, नगर पालिका उपाध्यक्ष मनोज सिंह, प्रथम उप महापौर मंगल सिंह, जुगल किशोर, केपन त्रिपाठी, आलोक चौरसिया, दिनेश गुप्ता, राजेंद्र सिन्हा (गुड्डू), सोनू सिंह नामधारी, अविनाश देव, टीओपी बन, टू व ट्रैफिक प्रभारी मुकुल कुमार समेत सैकड़ों लोग उपस्थित हुए। कार्यक्रम को सफल बनाने में विक्कू सिंह, उत्कर्ष, अरुण, अजय सिंह, टुनटुन सिंह, गुड्डू सिन्हा, टुनमुन सिन्हा, शम्भु सिंह, रिंकू दुबे, छोटू सिन्हा, मीत सेन, विक्की गुप्ता, अंकित, मनीष, छोटू, लक्की, राजू, सौरभ, मोटी व शिवाजी क्लब के सभी सदस्यों का सहयोग रहा। — [1153, 1166, 1495, 1326]
article-body: श्री रामनवमी पूजा महासमिति जर्नल के पदाधिकारियों ने शनिवार को गढ़वा एसपी श्री दीपक कुमार पांडे और एसडीएम श्री संजय कुमार पांडे को रामनवमी पर्व को शांतिपूर्ण व सौहार्दपूर्ण ढंग से संपन्न कराने के लिए सम्मानित किया और बधाई दी। इस अवसर पर महासमिति के संरक्षक अध्यक्ष श्री मुरली श्याम सोनी, जनरल सेक्रेटरी श्री मनीष कमलापुरी, उपाध्यक्ष श्री कमल किशोर चौबे, और कोषाध्यक्ष श्री मोहन चंद मौजूद रहे। पदाधिकारियों ने कहा कि जिला प्रशासन के कुशल नेतृत्व में इस बार रामनवमी पर्व बड़े ही धूमधाम और शांति के साथ मनाया गया, जो सराहनीय है। समिति ने दोनों अधिकारियों को शॉल व प्रतीक चिह्न देकर सम्मानित किया और उम्मीद जताई कि भविष्य में भी इसी तरह प्रशासनिक सहयोग मिलता रहेगा। — [38, 1528, 392, 1658]
epaper-url[interactable]: https://epaper.ranchiexpress.com — [54, 85, 276, 98]
divider — [408, 1776, 1493, 1777]
issue-date: 13 अप्रैल, 2025 — [1324, 65, 1439, 85]
story-sarvoday: सर्वोदय संघ जेलहाता के द्वारा श्री महावीर नवयुवक दल जेनरल अध्यक्ष जुगल किशोर को सम्मानित किया गया मेदिनीनगर पलामू। श्री महावीर नवयुवक दल (जेनरल) अध्यक्ष जुगल किशोर को सर्वोदय संघ जेलहाता द्वारा भव्य एवं शांतिपूर्ण रामनवमी संपन्न कराने के लिए उनके आवास पहुंचकर सम्मानित किया गया। संघ द्वारा मोमेंटो प्रदान कर सम्मानित किया गया। संघ द्वारा कहा गया की अध्यक्ष जुगल किशोर जी ने पलामू की रामनवमी में फिरसे एक नया रिकॉर्ड बनाते हुए इसे भारत की नं. 1 रामनवमी बना दिया। सर्वोदय संघ द्वारा रामनवमी के अभिवावक गणेश गिरी को भी सम्मानित किया गया। सर्वोदय संघ ने श्री महावीर नवयुवक दल जेनरल के पदाधिकारी अमरेश कुमार, अविनाश राज का भी शुभकामना दिया। कार्यक्रम में ऋषि सिंह, प्रथम, राज, सागर, अजित, अनिकेत, आयुष, ऋतिक, ऋतुल, रितिक, शशांक, अभिनव व अन्य सदस्य मौजूद थे। — [38, 1843, 392, 2186]
article-body: श्री महावीर नवयुवक दल (जेनरल) अध्यक्ष जुगल किशोर को सर्वोदय संघ जेलहाता द्वारा भव्य एवं शांतिपूर्ण रामनवमी संपन्न कराने के लिए उनके आवास पहुंचकर सम्मानित किया गया। संघ द्वारा मोमेंटो प्रदान कर सम्मानित किया गया। संघ द्वारा कहा गया की अध्यक्ष जुगल किशोर जी ने पलामू की रामनवमी में फिरसे एक नया रिकॉर्ड बनाते हुए इसे भारत की नं. 1 रामनवमी बना दिया। सर्वोदय संघ द्वारा रामनवमी के अभिवावक गणेश गिरी को भी सम्मानित किया गया। सर्वोदय संघ ने श्री महावीर नवयुवक दल जेनरल के पदाधिकारी अमरेश कुमार, अविनाश राज का भी शुभकामना दिया। कार्यक्रम में ऋषि सिंह, प्रथम, राज, सागर, अजित, अनिकेत, आयुष, ऋतिक, ऋतुल, रितिक, शशांक, अभिनव व अन्य सदस्य मौजूद थे। — [38, 2071, 392, 2186]
headline: सर्वोदय संघ जेलहाता के द्वारा श्री महावीर नवयुवक दल जेनरल अध्यक्ष जुगल किशोर को सम्मानित किया गया — [38, 1843, 369, 1914]
headline: हनुमान जयंती पर अमृत तेजस जन कल्याण संस्थान ट्रस्ट ने अस्पताल के रोगियों के बीच बांटे फल — [434, 979, 1113, 1041]
photo-sarvoday — [38, 1923, 392, 2065]
story-gatka: झारखंड राज्य गतका शिविर के लिए रवाना हुए पलामू जिला गतका संघ के 30 खिलाड़ी मेदिनीनगर (पलामू)। झारखंड राज्य गतका संघ के तत्वावधान में 12 से 13 अप्रैल को राज्य स्तरीय गतका शिविर का आयोजन बोकारो स्टील सिटी के एसजीएम हाई सेकेंडरी स्कूल में किया गया है। पलामू गतका संघ के 30 खिलाड़ी शिविर में भाग लेंगे। खिलाड़ियों को बोकारो रवाना करने के लिए पलामू गतका संघ के उपाध्यक्ष प्रदीप नारायण, बब्लू चावला, सतन चटर्जी, सह सचिव दिनेश सिंह, रुद्राक्ष सेंट टाइड के प्रशिक्षक सुनील कुमार ने प्रशिक्षकों को रवाना किया। सभी खिलाड़ियों से परिचय लेते हुए प्रदीप नारायण ने कहा कि गतका पलामू जिले के लिए एक पारंपरिक खेल बन चुका है। यहां के खिलाड़ी अपनी मेहनत व लगन की बदौलत खेलो इंडिया, एसजीएफआई जैसे प्रतियोगिता में जाकर पलामू जिला को गौरवान्वित कर रहे हैं। बब्लू चावला ने कहा कि पलामू में गतकाबाजी की रोशनी और अधिक बढ़ रही है। इस खेल को पलामू जिले में आगे बढ़ाना देख उन्हें बेहद खुशी हो रही है। मौके पर सतन चटर्जी ने कहा कि सभी प्यारे बच्चों के चेहरे की खुशी देख कर यह पता चलता है कि शिविर में जाने के लिए कितना उत्साहित हैं। एक खिलाड़ी के लिए पूजा व प्रेम सिर्फ उसका खेल ही होता है। मौके पर सुमित बर्मन ने कहा कि पलामू गतका संघ के जिला अध्यक्ष सोनू नामधारी के नेतृत्व में पलामू जिला गतका संघ आगे बढ़ रहा है। शिविर में जाने के लिए पलामू गतका संघ की ओर से विभिन्न विद्यालयों से खिलाड़ियों का चयन किया गया। चयनित खिलाड़ियों में द कराटे एकेडमी की कशवर कुमारी, स्नेहा कुमारी, सत्यम ठाकुर, अर्पित राज, आकर्ष प्रताप, प्रियांशु कुमार, रिशु राज दांगी, संत मरियम स्कूल के रोशन कुमार, सती कुमार, कार्तिक कुमार, खुशबू कुमारी, गुरु गोबिंद सिंह पब्लिक स्कूल की चांदनी कुमारी, खुशू कुमारी, सुहाना कुमारी, सुमन कुमारी, अनुभव कुमार, सत्यम कुमार, सौभाग्य सिद्धार्थ, धनंजय कुमार, गौतम कुमार, अरविंद पब्लिक स्कूल की अनामिका मेहता, उमंग दुबे, ब्राइट वे स्कूल के जीत तिवारी, सौरभ कुमार, शौर्य सौरभ, शौर्य अविनाश, आदित्य अविनाश, अंश कुमार व अंशु कुमार शामिल हैं। — [408, 1385, 1139, 1773]
photo-teacher-leader — [962, 642, 1135, 785]
article-body: चाईबासा (पश्चिम सिंहभूम) के जिला शिक्षा पदाधिकारी द्वारा एक शिक्षक के साथ मारपीट और अनुसूचित जाति/जनजाति अधिनियम के तहत दर्ज केस के विरोध में झारखंड राज्य माध्यमिक शिक्षक संघ की गढ़वा जिला इकाई ने शनिवार को उपायुक्त गढ़वा को ज्ञापन सौंपा। जिलाध्यक्ष नागेन्द्र चौधरी और जिला सचिव सरफुद्दीन अंसारी के नेतृत्व में सैकड़ों शिक्षक इसमें शामिल हुए। 27 मार्च 2025 को चाईबासा के सरकारी माध्यमिक विद्यालय टोला डीह के सहायक शिक्षक आशय कुमार महतो को डीईओ द्वारा कार्यालय में बुलाकर कथित रूप से गाली-गलौज और मारपीट की गई। बाद में शिक्षक पर ही SC/ST एक्ट के तहत केस दर्ज करते हुए निलंबन की कार्रवाई की गई। जिलाध्यक्ष नागेन्द्र चौधरी ने इसे शिक्षक समाज के लिए अपमानजनक बताते हुए कहा कि यह कार्रवाई पूरी तरह से दमनकारी और अन्यायपूर्ण है। वहीं, जिला सचिव सरफुद्दीन अंसारी ने चेतावनी दी कि जब तक DEO को पद से हटाया नहीं जाएगा, राज्यभर में आंदोलन जारी रहेगा। झारखंड ऑफिसर्स टीचर्स एंड एंप्लॉई फेडरेशन (झाओटेफ) के जिलाध्यक्ष सुशील कुमार ने DEO के व्यवहार को मानसिक विक्षिप्त का परिचायक बताया और उनके खिलाफ विभागीय जांच व निलंबन की मांग की। इस अवसर पर डॉ. रिंकू कुमार यादव, रिंकू कुमार पासवान, आदित्य प्रसाद गुप्ता, पंकज कुमार, सुमंत कुमार, जितेंद्र कुमार, राकेश चौधरी, हरेराम विश्वकर्मा समेत कई शिक्षक उपस्थित रहे। — [1153, 1453, 1495, 1743]
article-body: कार्तिक कुमार, खुशबू कुमारी, गुरु गोबिंद सिंह पब्लिक स्कूल की चांदनी कुमारी, खुशू कुमारी, सुहाना कुमारी, सुमन कुमारी, अनुभव कुमार, सत्यम कुमार, सौभाग्य सिद्धार्थ, धनंजय कुमार, गौतम कुमार, अरविंद पब्लिक स्कूल की अनामिका मेहता, उमंग दुबे, ब्राइट वे स्कूल के जीत तिवारी, सौरभ कुमार, शौर्य सौरभ, शौर्य अविनाश, आदित्य अविनाश, अंश कुमार व अंशु कुमार शामिल हैं। — [896, 1636, 1135, 1736]
article-body: शिक्षक वर्ग आक्रोशित है और आंदोलन के लिए तैयार है। श्री ठाकुर ने कहा कि सरकार ने पहले युवाओं को नौकरी का वादा किया था, लेकिन अब शिक्षकों के 8900 पद ही समाप्त कर दिए गए। साथ ही, स्कूलों के नामों से शहीदों के नाम हटाकर सीएम स्कूल ऑफ एक्सीलेंस करना और योग्य शिक्षकों की बहाली न करना शिक्षा के साथ छल है। बिना प्रधानाध्यापक और प्राचार्य के स्कूल कैसे चल रहे हैं, और अब योग्य बीएड प्रशिक्षुओं के लिए भी अवसर खत्म किए जा रहे हैं। उन्होंने यह भी कहा कि नए माध्यमिक आचार्य संवर्ग में वेतन स्तर घटाकर शिक्षकों के सम्मान के साथ खिलवाड़ किया गया है। इससे योग्य उम्मीदवार झारखंड में शिक्षक बनने — [593, 639, 770, 842]
headline: टीजीटी एवं पीजीटी संवर्ग के पद समाप्त करने के फैसले को वापस नहीं लेने पर शिक्षक संघ करेगा आंदोलन — [408, 562, 1139, 625]
article-body: रखे सैकड़ों प्रतिमाओं व अवशेषों का भी अवलोकन किया। मौके पर मंदिर सदस्यों ने 500 सौ करोड़ सहायता देकर मंदिर विकास की जानकारी दी। जिसपर मुख्य सचिव ने कहा इस मामले को मुख्यमंत्री से बात कर मंदिर विकास की जानकारी देंगे। सरकार का ध्यान आकृष्ट कराएंगी। मौके पर डीडीसी, एसडीओ सन्नी राज, सीओ सविता, थाना प्रभारी अभिषेक सिंह सहित मंदिर के सदस्य उपस्थित थे। — [754, 1830, 920, 1974]
article-body: करती रहेगी। क्योंकि ऐसे व्यक्तियों की सेवा ही सच्चा धर्म व ईश्वर की पूजा है। ट्रस्ट के राष्ट्रीय स्तर प्रचारक आयशा सिंह ने कहा कि मानव सेवा ही सबसे बड़ा धर्म है। ट्रस्ट द्वारा लगातार समाज के असहाय गरीब पीड़ित मरीज, मजदूर, किसान, नौजवान, महिलाएं व समाज के हर वर्गों के दुख व दर्द — [593, 1232, 766, 1332]
photo-bjp-meeting — [569, 180, 1008, 449]
divider — [408, 1377, 1139, 1379]
photo-chief-secretary-temple — [931, 1831, 1489, 2139]
article-body: उपाध्यक्ष अभिमन्यु तिवारी व संचालन जिला महामंत्री ज्योति पांडेय ने किया। बतौर कार्यक्रम प्रभारी पूर्व सांसद ब्रजमोहन राम ने कहा कि भाजपा की स्थापना 6 अप्रैल 1980 को हुई थी। अपने 46वें स्थापना को लेकर पार्टी का सेवा पखवाड़ा चल रहा है। इसमें कार्यकर्ताओं को बूथ, पंचायत, मंडल व जिला स्तर पर विभिन्न कार्यक्रम करना है। इसमें बूथ स्तर पर प्राथमिक सदस्यों का एकत्रीकरण व सत्कार, घर-घर झंडा लगाना, गांव मोहल्ले की गलियों में तिरंगा यात्रा व नुक्कड़, आंगनबाड़ी केंद्र, स्कूल, गौशालाओं व मंदिरों में स्वच्छता सहित अन्य कार्यक्रम करना है। प्रत्येक बूथ पर एक-एक कार्यकर्ताओं को प्रवासी के रूप में न्यूनतम 8 घंटे का प्रवास कर विभिन्न स्तर के कार्यक्रम करना है। इसमें लाभार्थी, युवा महिला, किसान बैठक से लेकर चौपाल तक शामिल है। इसमें मोदी सरकार द्वारा — [1020, 179, 1250, 367]
story-teachers: टीजीटी एवं पीजीटी संवर्ग के पद समाप्त करने के फैसले को वापस नहीं लेने पर शिक्षक संघ करेगा आंदोलन मेदिनीनगर। झारखंड सरकार द्वारा टीजीटी एवं पीजीटी संवर्ग के पद समाप्त करने के फैसले को लेकर झारखंड +2 शिक्षक संघ के प्रांतीय अध्यक्ष श्री योगेंद्र प्रसाद ठाकुर ने तीखी प्रतिक्रिया व्यक्त की है। उन्होंने कहा कि यह निर्णय नीतिगत नहीं, बल्कि सरकारी विद्यालयों के विद्यार्थियों और लाखों बेरोजगार शिक्षित युवाओं के साथ एक बड़ा मजाक है। संघ की प्रांतीय कार्यकारिणी की बैठक में चौबीसों जिलों के जिला अध्यक्षों और सचिवों ने हिस्सा लिया। बैठक में सर्वसम्मति से निर्णय लिया गया कि सरकार का यह फैसला झारखंड की शिक्षा व्यवस्था को पीछे करने की दिशा में एक कदम है। सभी जिलों से आ रही प्रतिक्रियाओं में शिक्षक वर्ग आक्रोशित है और आंदोलन के लिए तैयार है। श्री ठाकुर ने कहा कि सरकार ने पहले युवाओं को नौकरी का वादा किया था, लेकिन अब शिक्षकों के 8900 पद ही समाप्त कर दिए गए। साथ ही, स्कूलों के नामों से शहीदों के नाम हटाकर सीएम स्कूल ऑफ एक्सीलेंस करना और योग्य शिक्षकों की बहाली न करना शिक्षा के साथ छल है। बिना प्रधानाध्यापक और प्राचार्य के स्कूल कैसे चल रहे हैं, और अब योग्य बीएड प्रशिक्षुओं के लिए भी अवसर खत्म किए जा रहे हैं। उन्होंने यह भी कहा कि नए माध्यमिक आचार्य संवर्ग में वेतन स्तर घटाकर शिक्षकों के सम्मान के साथ खिलवाड़ किया गया है। इससे योग्य उम्मीदवार झारखंड में शिक्षक बनने की बजाय अन्य राज्यों की ओर रुख करेंगे, और इसका सीधा नुकसान गरीब विद्यार्थियों को होगा, जिनके लिए सरकारी विद्यालय ही एकमात्र सहारा है। संघ ने इस निर्णय को तत्काल वापस लेने की मांग की है। अगर सरकार अपने फैसले पर अड़ी रही तो शिक्षक संघ अन्य संगठनों के साथ मिलकर व्यापक आंदोलन करेगा और लाखों अभिभावकों, विद्यार्थियों एवं बेरोजगार युवाओं को साथ लेकर सरकार के इस निर्णय के विरुद्ध जनजागरण करेगा। इसी क्रम में झारखंड +2 शिक्षक संघ की पलामू इकाई ने जिला अध्यक्ष वीरेन्द्र कुमार शर्मा की अध्यक्षता में गुरुवार मीटिंग में बैठक की। बैठक में सर्वसम्मति से इस निर्णय को युवाओं के भविष्य पर कुठाराघात बताया गया। जिला इकाई ने प्रदेश नेतृत्व के हर निर्णय के साथ कंधे से कंधा मिलाकर चलने की बात कही। बैठक में सचिव बबली कुमारी, उपाध्यक्ष डॉ. योगनाथ शुक्ला, प्रांतीय सदस्य ओरेन्द्र यादव, प्रवक्ता अरुणचंद्र प्रजापति, सोशल मीडिया प्रभारी अजीम अंसारी समेत कई शिक्षक-शिक्षिकाएं शामिल हुए। — [408, 562, 1139, 969]
